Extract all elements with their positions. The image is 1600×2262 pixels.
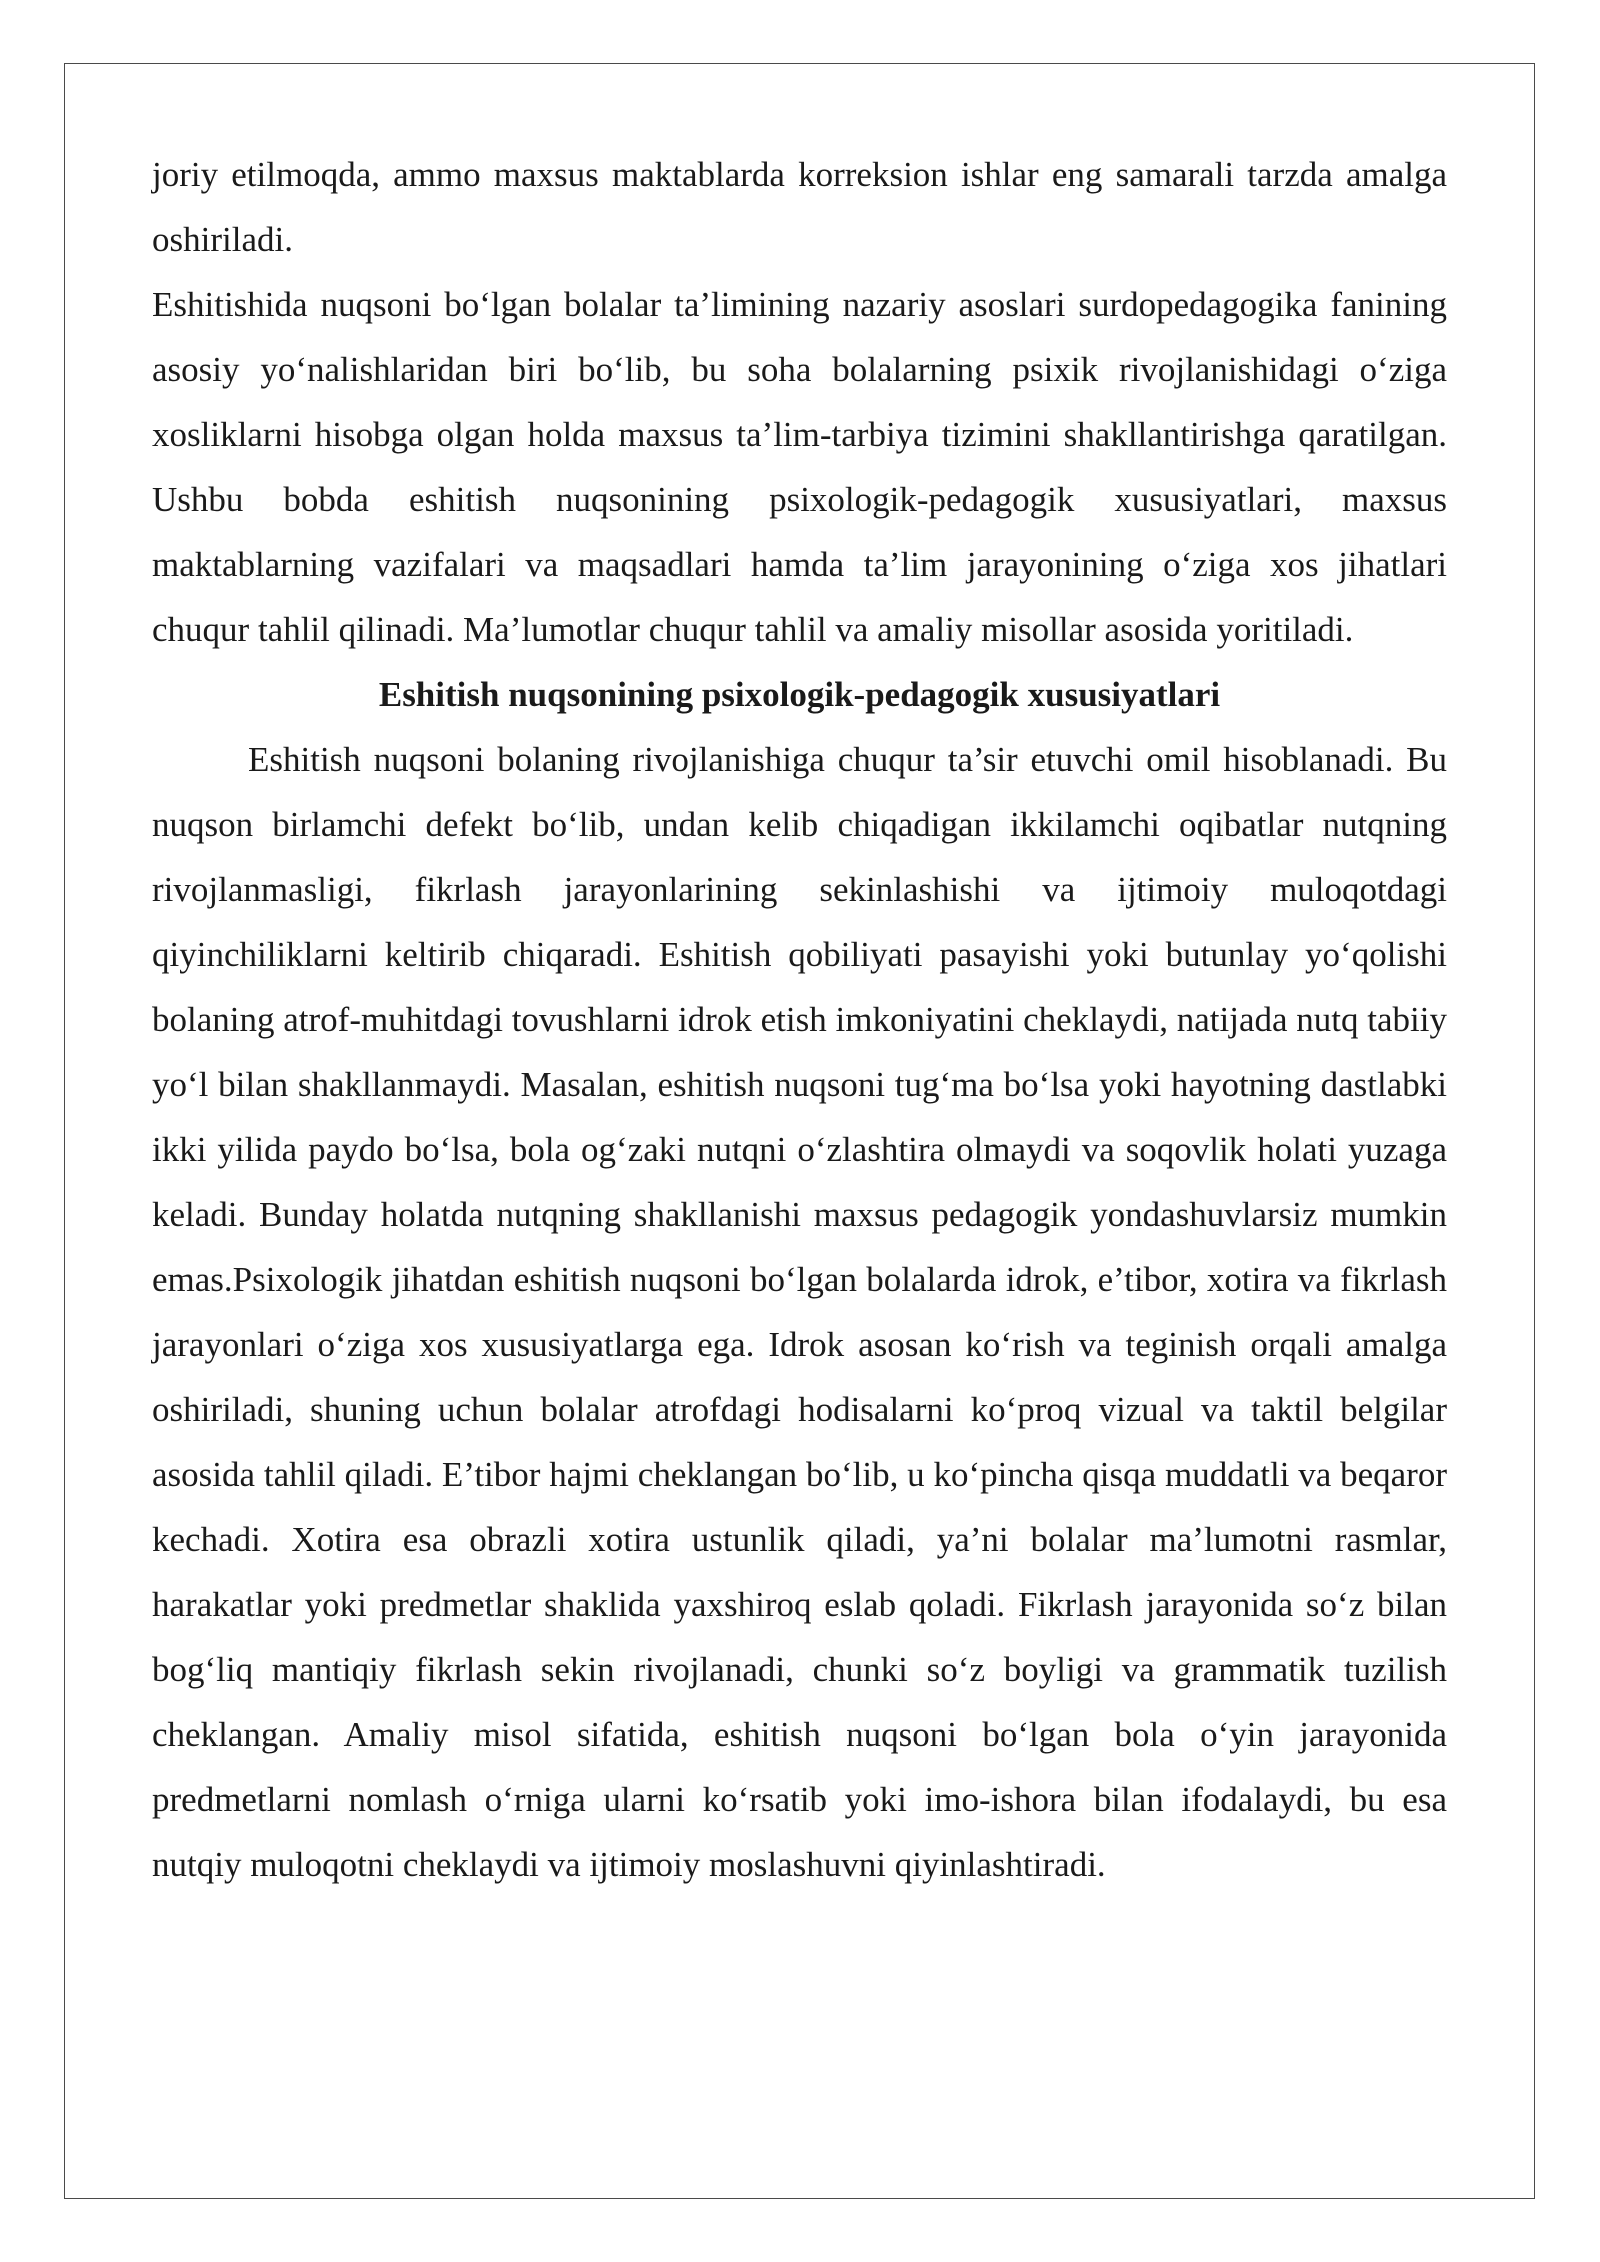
paragraph-continuation: joriy etilmoqda, ammo maxsus maktablarda korreksion ishlar eng samarali tarzda amalga oshiriladi.	[152, 155, 1447, 259]
section-heading: Eshitish nuqsonining psixologik-pedagogik xususiyatlari	[378, 675, 1221, 714]
document-body	[152, 142, 1447, 1897]
paragraph-intro: Eshitishida nuqsoni bo‘lgan bolalar ta’limining nazariy asoslari surdopedagogika fanining asosiy yo‘nalishlaridan biri bo‘lib, bu soha bolalarning psixik rivojlanishidagi o‘ziga xosliklarni hisobga olgan holda maxsus ta’lim-tarbiya tizimini shakllantirishga qaratilgan. Ushbu bobda eshitish nuqsonining psixologik-pedagogik xususiyatlari, maxsus maktablarning vazifalari va maqsadlari hamda ta’lim jarayonining o‘ziga xos jihatlari chuqur tahlil qilinadi. Ma’lumotlar chuqur tahlil va amaliy misollar asosida yoritiladi.	[152, 285, 1447, 649]
section-paragraph: Eshitish nuqsoni bolaning rivojlanishiga chuqur ta’sir etuvchi omil hisoblanadi. Bu nuqson birlamchi defekt bo‘lib, undan kelib chiqadigan ikkilamchi oqibatlar nutqning rivojlanmasligi, fikrlash jarayonlarining sekinlashishi va ijtimoiy muloqotdagi qiyinchiliklarni keltirib chiqaradi. Eshitish qobiliyati pasayishi yoki butunlay yo‘qolishi bolaning atrof-muhitdagi tovushlarni idrok etish imkoniyatini cheklaydi, natijada nutq tabiiy yo‘l bilan shakllanmaydi. Masalan, eshitish nuqsoni tug‘ma bo‘lsa yoki hayotning dastlabki ikki yilida paydo bo‘lsa, bola og‘zaki nutqni o‘zlashtira olmaydi va soqovlik holati yuzaga keladi. Bunday holatda nutqning shakllanishi maxsus pedagogik yondashuvlarsiz mumkin emas.Psixologik jihatdan eshitish nuqsoni bo‘lgan bolalarda idrok, e’tibor, xotira va fikrlash jarayonlari o‘ziga xos xususiyatlarga ega. Idrok asosan ko‘rish va teginish orqali amalga oshiriladi, shuning uchun bolalar atrofdagi hodisalarni ko‘proq vizual va taktil belgilar asosida tahlil qiladi. E’tibor hajmi cheklangan bo‘lib, u ko‘pincha qisqa muddatli va beqaror kechadi. Xotira esa obrazli xotira ustunlik qiladi, ya’ni bolalar ma’lumotni rasmlar, harakatlar yoki predmetlar shaklida yaxshiroq eslab qoladi. Fikrlash jarayonida so‘z bilan bog‘liq mantiqiy fikrlash sekin rivojlanadi, chunki so‘z boyligi va grammatik tuzilish cheklangan. Amaliy misol sifatida, eshitish nuqsoni bo‘lgan bola o‘yin jarayonida predmetlarni nomlash o‘rniga ularni ko‘rsatib yoki imo-ishora bilan ifodalaydi, bu esa nutqiy muloqotni cheklaydi va ijtimoiy moslashuvni qiyinlashtiradi.	[152, 740, 1447, 1884]
